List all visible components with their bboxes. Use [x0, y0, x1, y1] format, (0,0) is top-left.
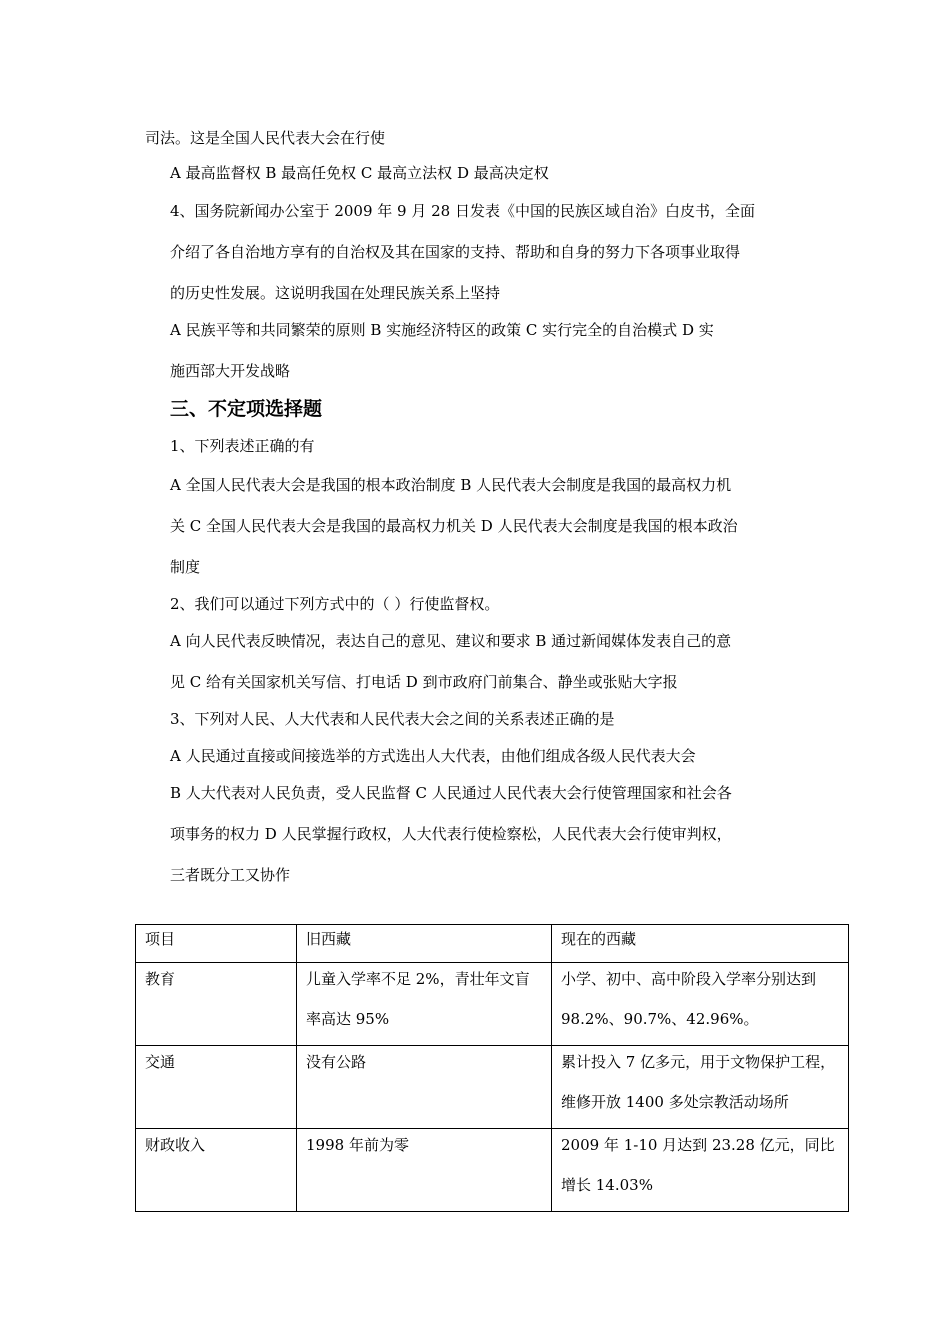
question-options: A 向人民代表反映情况，表达自己的意见、建议和要求 B 通过新闻媒体发表自己的意 — [170, 632, 732, 650]
table-header-cell: 项目 — [136, 925, 297, 963]
question-options: A 最高监督权 B 最高任免权 C 最高立法权 D 最高决定权 — [170, 164, 549, 182]
text-line: 关 C 全国人民代表大会是我国的最高权力机关 D 人民代表大会制度是我国的根本政治 — [170, 517, 738, 535]
table-cell — [136, 1046, 297, 1129]
table-cell — [552, 1046, 849, 1129]
cell-text: 小学、初中、高中阶段入学率分别达到 98.2%、90.7%、42.96%。 — [561, 970, 817, 1028]
table-row — [136, 1046, 849, 1129]
table-row — [136, 1129, 849, 1212]
cell-text: 1998 年前为零 — [306, 1136, 409, 1154]
text-line: B 人大代表对人民负责，受人民监督 C 人民通过人民代表大会行使管理国家和社会各 — [170, 784, 732, 802]
table-cell — [552, 1129, 849, 1212]
text-line: 施西部大开发战略 — [170, 362, 291, 380]
question-stem: 4、国务院新闻办公室于 2009 年 9 月 28 日发表《中国的民族区域自治》白皮书，全面 — [170, 202, 755, 220]
cell-text: 没有公路 — [306, 1053, 367, 1071]
cell-text: 累计投入 7 亿多元，用于文物保护工程，维修开放 1400 多处宗教活动场所 — [561, 1053, 836, 1111]
table-header-cell: 现在的西藏 — [552, 925, 849, 963]
question-stem: 3、下列对人民、人大代表和人民代表大会之间的关系表述正确的是 — [170, 710, 615, 728]
text-line: 介绍了各自治地方享有的自治权及其在国家的支持、帮助和自身的努力下各项事业取得 — [170, 243, 741, 261]
table-cell — [297, 1046, 552, 1129]
cell-text: 财政收入 — [145, 1136, 206, 1154]
table-header-row — [136, 925, 849, 963]
table-header-cell: 旧西藏 — [297, 925, 552, 963]
table-cell — [136, 1129, 297, 1212]
question-options: A 人民通过直接或间接选举的方式选出人大代表，由他们组成各级人民代表大会 — [170, 747, 696, 765]
question-options: A 民族平等和共同繁荣的原则 B 实施经济特区的政策 C 实行完全的自治模式 D 实 — [170, 321, 714, 339]
text-line: 制度 — [170, 558, 201, 576]
table-cell — [136, 963, 297, 1046]
section-heading: 三、不定项选择题 — [170, 398, 323, 420]
table-cell — [552, 963, 849, 1046]
comparison-table — [135, 924, 849, 1212]
table-cell — [297, 963, 552, 1046]
cell-text: 教育 — [145, 970, 176, 988]
question-options: A 全国人民代表大会是我国的根本政治制度 B 人民代表大会制度是我国的最高权力机 — [170, 476, 732, 494]
table-cell — [297, 1129, 552, 1212]
table-row — [136, 963, 849, 1046]
text-line: 项事务的权力 D 人民掌握行政权，人大代表行使检察松，人民代表大会行使审判权， — [170, 825, 732, 843]
question-stem: 1、下列表述正确的有 — [170, 437, 315, 455]
question-stem: 2、我们可以通过下列方式中的（ ）行使监督权。 — [170, 595, 500, 613]
cell-text: 2009 年 1-10 月达到 23.28 亿元，同比增长 14.03% — [561, 1136, 835, 1194]
cell-text: 交通 — [145, 1053, 176, 1071]
text-line: 三者既分工又协作 — [170, 866, 291, 884]
text-line: 见 C 给有关国家机关写信、打电话 D 到市政府门前集合、静坐或张贴大字报 — [170, 673, 678, 691]
cell-text: 儿童入学率不足 2%，青壮年文盲率高达 95% — [306, 970, 530, 1028]
text-line: 司法。这是全国人民代表大会在行使 — [145, 129, 386, 147]
text-line: 的历史性发展。这说明我国在处理民族关系上坚持 — [170, 284, 501, 302]
